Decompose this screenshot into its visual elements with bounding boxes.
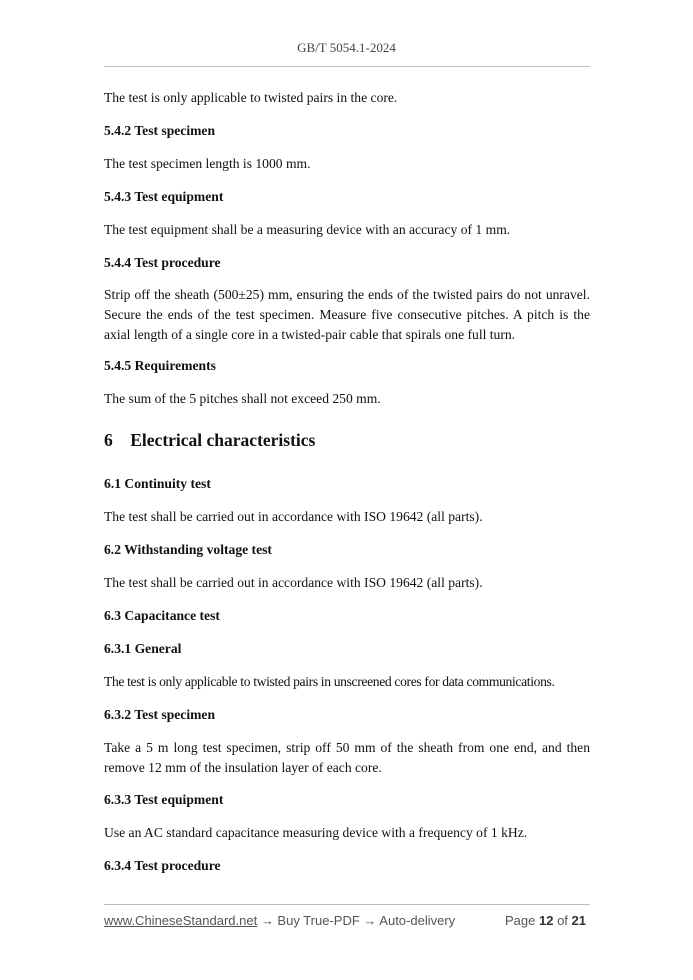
footer: [104, 913, 590, 928]
section-heading-6: 6 Electrical characteristics: [104, 430, 316, 450]
heading-6-3-2: 6.3.2 Test specimen: [104, 707, 216, 722]
paragraph: Take a 5 m long test specimen, strip off 50 mm of the sheath from one end, and then remove 12 mm of the insulation layer of each core.: [104, 740, 590, 775]
page-of: of: [557, 913, 568, 928]
heading-5-4-5: 5.4.5 Requirements: [104, 358, 216, 373]
paragraph: The test equipment shall be a measuring device with an accuracy of 1 mm.: [104, 222, 511, 237]
paragraph: The test specimen length is 1000 mm.: [104, 156, 311, 171]
paragraph: The test shall be carried out in accordance with ISO 19642 (all parts).: [104, 575, 483, 590]
heading-6-3-3: 6.3.3 Test equipment: [104, 792, 224, 807]
heading-5-4-4: 5.4.4 Test procedure: [104, 255, 221, 270]
page-indicator: [505, 913, 586, 928]
running-header: GB/T 5054.1-2024: [297, 40, 396, 55]
header-rule: [104, 66, 590, 67]
paragraph: The test shall be carried out in accordance with ISO 19642 (all parts).: [104, 509, 483, 524]
footer-rule: [104, 904, 590, 905]
paragraph: The test is only applicable to twisted pairs in unscreened cores for data communications.: [104, 674, 555, 689]
heading-6-3: 6.3 Capacitance test: [104, 608, 220, 623]
heading-5-4-3: 5.4.3 Test equipment: [104, 189, 224, 204]
website-link[interactable]: www.ChineseStandard.net: [104, 913, 258, 928]
footer-tagline: → Buy True-PDF → Auto-delivery: [257, 913, 456, 928]
page-total: 21: [571, 913, 586, 928]
paragraph: The test is only applicable to twisted pairs in the core.: [104, 90, 398, 105]
heading-5-4-2: 5.4.2 Test specimen: [104, 123, 216, 138]
paragraph: Strip off the sheath (500±25) mm, ensuring the ends of the twisted pairs do not unravel. Secure the ends of the test specimen. Measure five consecutive pitches. A pitch is the axial length of a single core in a twisted-pair cable that spirals one full turn.: [104, 287, 590, 342]
paragraph: Use an AC standard capacitance measuring device with a frequency of 1 kHz.: [104, 825, 528, 840]
page-current: 12: [538, 913, 554, 928]
paragraph: The sum of the 5 pitches shall not exceed 250 mm.: [104, 391, 381, 406]
heading-6-3-1: 6.3.1 General: [104, 641, 182, 656]
heading-6-2: 6.2 Withstanding voltage test: [104, 542, 272, 557]
heading-6-1: 6.1 Continuity test: [104, 476, 211, 491]
heading-6-3-4: 6.3.4 Test procedure: [104, 858, 221, 873]
page-word: Page: [504, 913, 536, 928]
